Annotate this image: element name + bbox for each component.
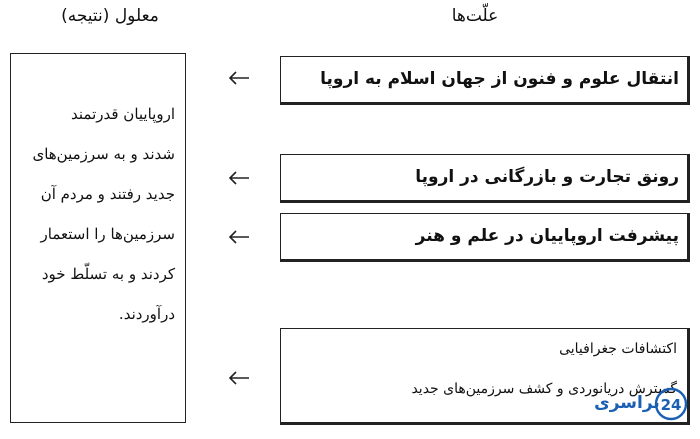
left-arrow-icon [228, 230, 250, 244]
effect-header: معلول (نتیجه) [61, 6, 159, 26]
left-arrow-icon [228, 171, 250, 185]
cause-box-1: انتقال علوم و فنون از جهان اسلام به اروپا [280, 56, 690, 105]
cause-box-2: رونق تجارت و بازرگانی در اروپا [280, 154, 690, 203]
causes-header: علّت‌ها [451, 6, 499, 26]
watermark-text: نراسری [594, 393, 660, 413]
cause-4-title: اکتشافات جغرافیایی [559, 341, 677, 357]
effect-text [17, 94, 175, 334]
cause-box-3: پیشرفت اروپاییان در علم و هنر [280, 213, 690, 262]
effect-line: درآوردند. [118, 305, 175, 323]
effect-line: سرزمین‌ها را استعمار [40, 225, 175, 243]
effect-box [10, 53, 186, 423]
effect-line: اروپاییان قدرتمند [71, 105, 175, 123]
cause-4-detail: گسترش دریانوردی و کشف سرزمین‌های جدید [411, 381, 677, 397]
left-arrow-icon [228, 371, 250, 385]
watermark-logo [587, 384, 689, 424]
effect-line: جدید رفتند و مردم آن [40, 185, 175, 203]
left-arrow-icon [228, 71, 250, 85]
effect-line: کردند و به تسلّط خود [41, 265, 175, 283]
effect-line: شدند و به سرزمین‌های [32, 145, 175, 163]
watermark-number: 24 [660, 396, 682, 414]
